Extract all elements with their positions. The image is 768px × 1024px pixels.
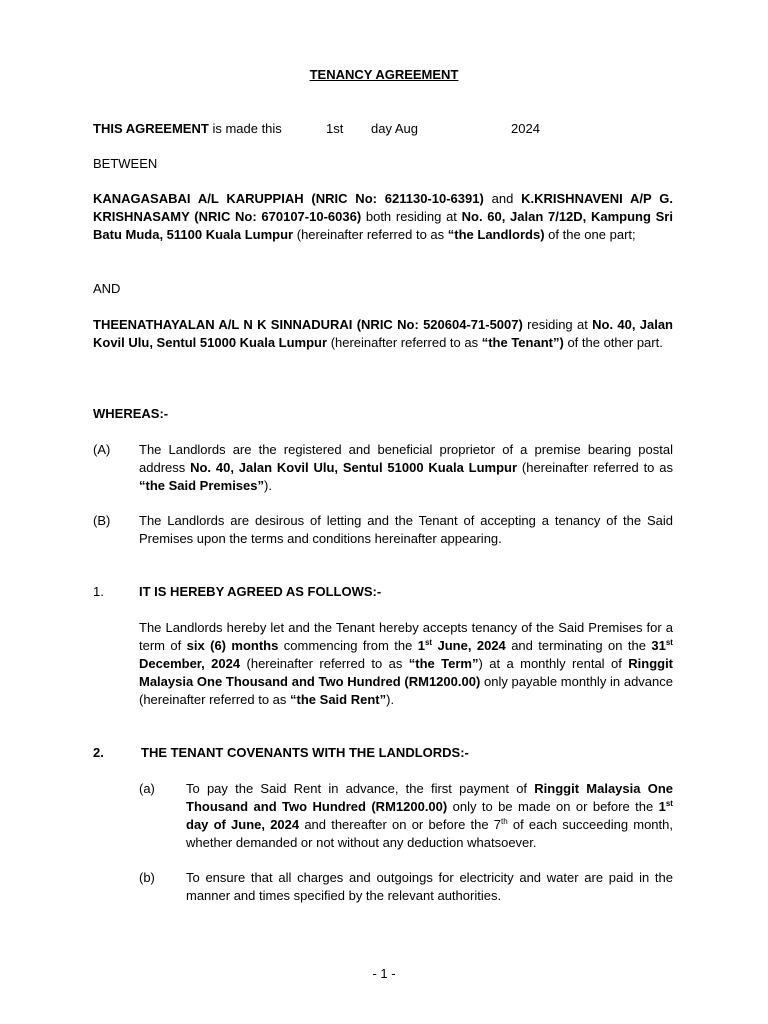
opening-day: 1st (326, 121, 344, 136)
whereas-a-label: (A) (93, 442, 111, 457)
and-word: and (491, 191, 514, 206)
premises-reference: “the Said Premises” (139, 478, 264, 493)
clause-1-heading: IT IS HEREBY AGREED AS FOLLOWS:- (139, 584, 382, 599)
landlords-address: No. 60, Jalan 7/12D, Kampung Sri Batu Muda, 51100 Kuala Lumpur (93, 209, 673, 242)
clause-1-part: ). (386, 692, 395, 707)
reference-end: of the one part; (548, 227, 636, 242)
clause-2a-label: (a) (139, 781, 155, 796)
term-length: six (6) months (186, 638, 279, 653)
opening-year: 2024 (511, 121, 540, 136)
whereas-a-text (139, 441, 673, 495)
rent-reference: “the Said Rent” (290, 692, 387, 707)
whereas-a-pre: The Landlords are the registered and beneficial proprietor of a premise bearing postal address (139, 442, 673, 475)
opening-lead-rest: is made this (212, 121, 282, 136)
clause-2a-part: of each succeeding month, whether demanded or not without any deduction whatsoever. (186, 817, 673, 850)
residing-text: both residing at (365, 209, 457, 224)
start-date: 1st June, 2024 (417, 638, 506, 653)
opening-line (93, 120, 282, 138)
landlords-paragraph (93, 190, 673, 244)
landlord-1-name: KANAGASABAI A/L KARUPPIAH (NRIC No: 621130-10-6391) (93, 191, 484, 206)
tenant-name: THEENATHAYALAN A/L N K SINNADURAI (NRIC No: 520604-71-5007) (93, 317, 523, 332)
whereas-a-end: ). (264, 478, 272, 493)
clause-1-number: 1. (93, 584, 104, 599)
first-payment-amount: Ringgit Malaysia One Thousand and Two Hundred (RM1200.00) (186, 781, 673, 814)
landlords-reference: “the Landlords) (447, 227, 545, 242)
reference-text: (hereinafter referred to as (330, 335, 479, 350)
whereas-heading: WHEREAS:- (93, 406, 169, 421)
rent-amount: Ringgit Malaysia One Thousand and Two Hundred (RM1200.00) (139, 656, 674, 689)
opening-month: day Aug (371, 121, 418, 136)
clause-2a-part: To pay the Said Rent in advance, the first payment of (186, 781, 528, 796)
whereas-b-label: (B) (93, 513, 111, 528)
term-reference: “the Term” (408, 656, 479, 671)
tenant-paragraph (93, 316, 673, 352)
clause-1-part: only payable monthly in advance (hereinafter referred to as (139, 674, 673, 707)
clause-1-part: and terminating on the (511, 638, 646, 653)
clause-2a-part: and thereafter on or before the 7 (304, 817, 501, 832)
document-title: TENANCY AGREEMENT (309, 67, 459, 82)
first-payment-date: 1st day of June, 2024 (186, 799, 673, 832)
clause-1-part: commencing from the (283, 638, 413, 653)
end-date: 31st December, 2024 (139, 638, 673, 671)
clause-1-text (139, 619, 673, 709)
whereas-a-mid: (hereinafter referred to as (521, 460, 673, 475)
and-label: AND (93, 281, 121, 296)
clause-2-heading: THE TENANT COVENANTS WITH THE LANDLORDS:- (141, 745, 469, 760)
clause-1-part: ) at a monthly rental of (478, 656, 622, 671)
clause-1-part: (hereinafter referred to as (246, 656, 403, 671)
clause-2-number: 2. (93, 745, 104, 760)
page-number: - 1 - (372, 966, 396, 981)
whereas-b-text: The Landlords are desirous of letting and the Tenant of accepting a tenancy of the Said Premises upon the terms and conditions hereinafter appearing. (139, 513, 673, 546)
clause-2b-text: To ensure that all charges and outgoings for electricity and water are paid in the manner and times specified by the relevant authorities. (186, 870, 673, 903)
premises-address: No. 40, Jalan Kovil Ulu, Sentul 51000 Kuala Lumpur (190, 460, 518, 475)
tenant-reference: “the Tenant”) (481, 335, 564, 350)
clause-2a-part: only to be made on or before the (452, 799, 654, 814)
clause-2a-text (186, 780, 673, 852)
clause-2a-sup: th (501, 817, 508, 826)
clause-1-part: The Landlords hereby let and the Tenant hereby accepts tenancy of the Said Premises for a term of (139, 620, 673, 653)
tenant-address: No. 40, Jalan Kovil Ulu, Sentul 51000 Kuala Lumpur (93, 317, 673, 350)
clause-2b-label: (b) (139, 870, 155, 885)
landlord-2-name: K.KRISHNAVENI A/P G. KRISHNASAMY (NRIC No: 670107-10-6036) (93, 191, 673, 224)
between-label: BETWEEN (93, 156, 158, 171)
opening-lead: THIS AGREEMENT (93, 121, 209, 136)
reference-text: (hereinafter referred to as (296, 227, 445, 242)
residing-text: residing at (527, 317, 588, 332)
reference-end: of the other part. (567, 335, 663, 350)
